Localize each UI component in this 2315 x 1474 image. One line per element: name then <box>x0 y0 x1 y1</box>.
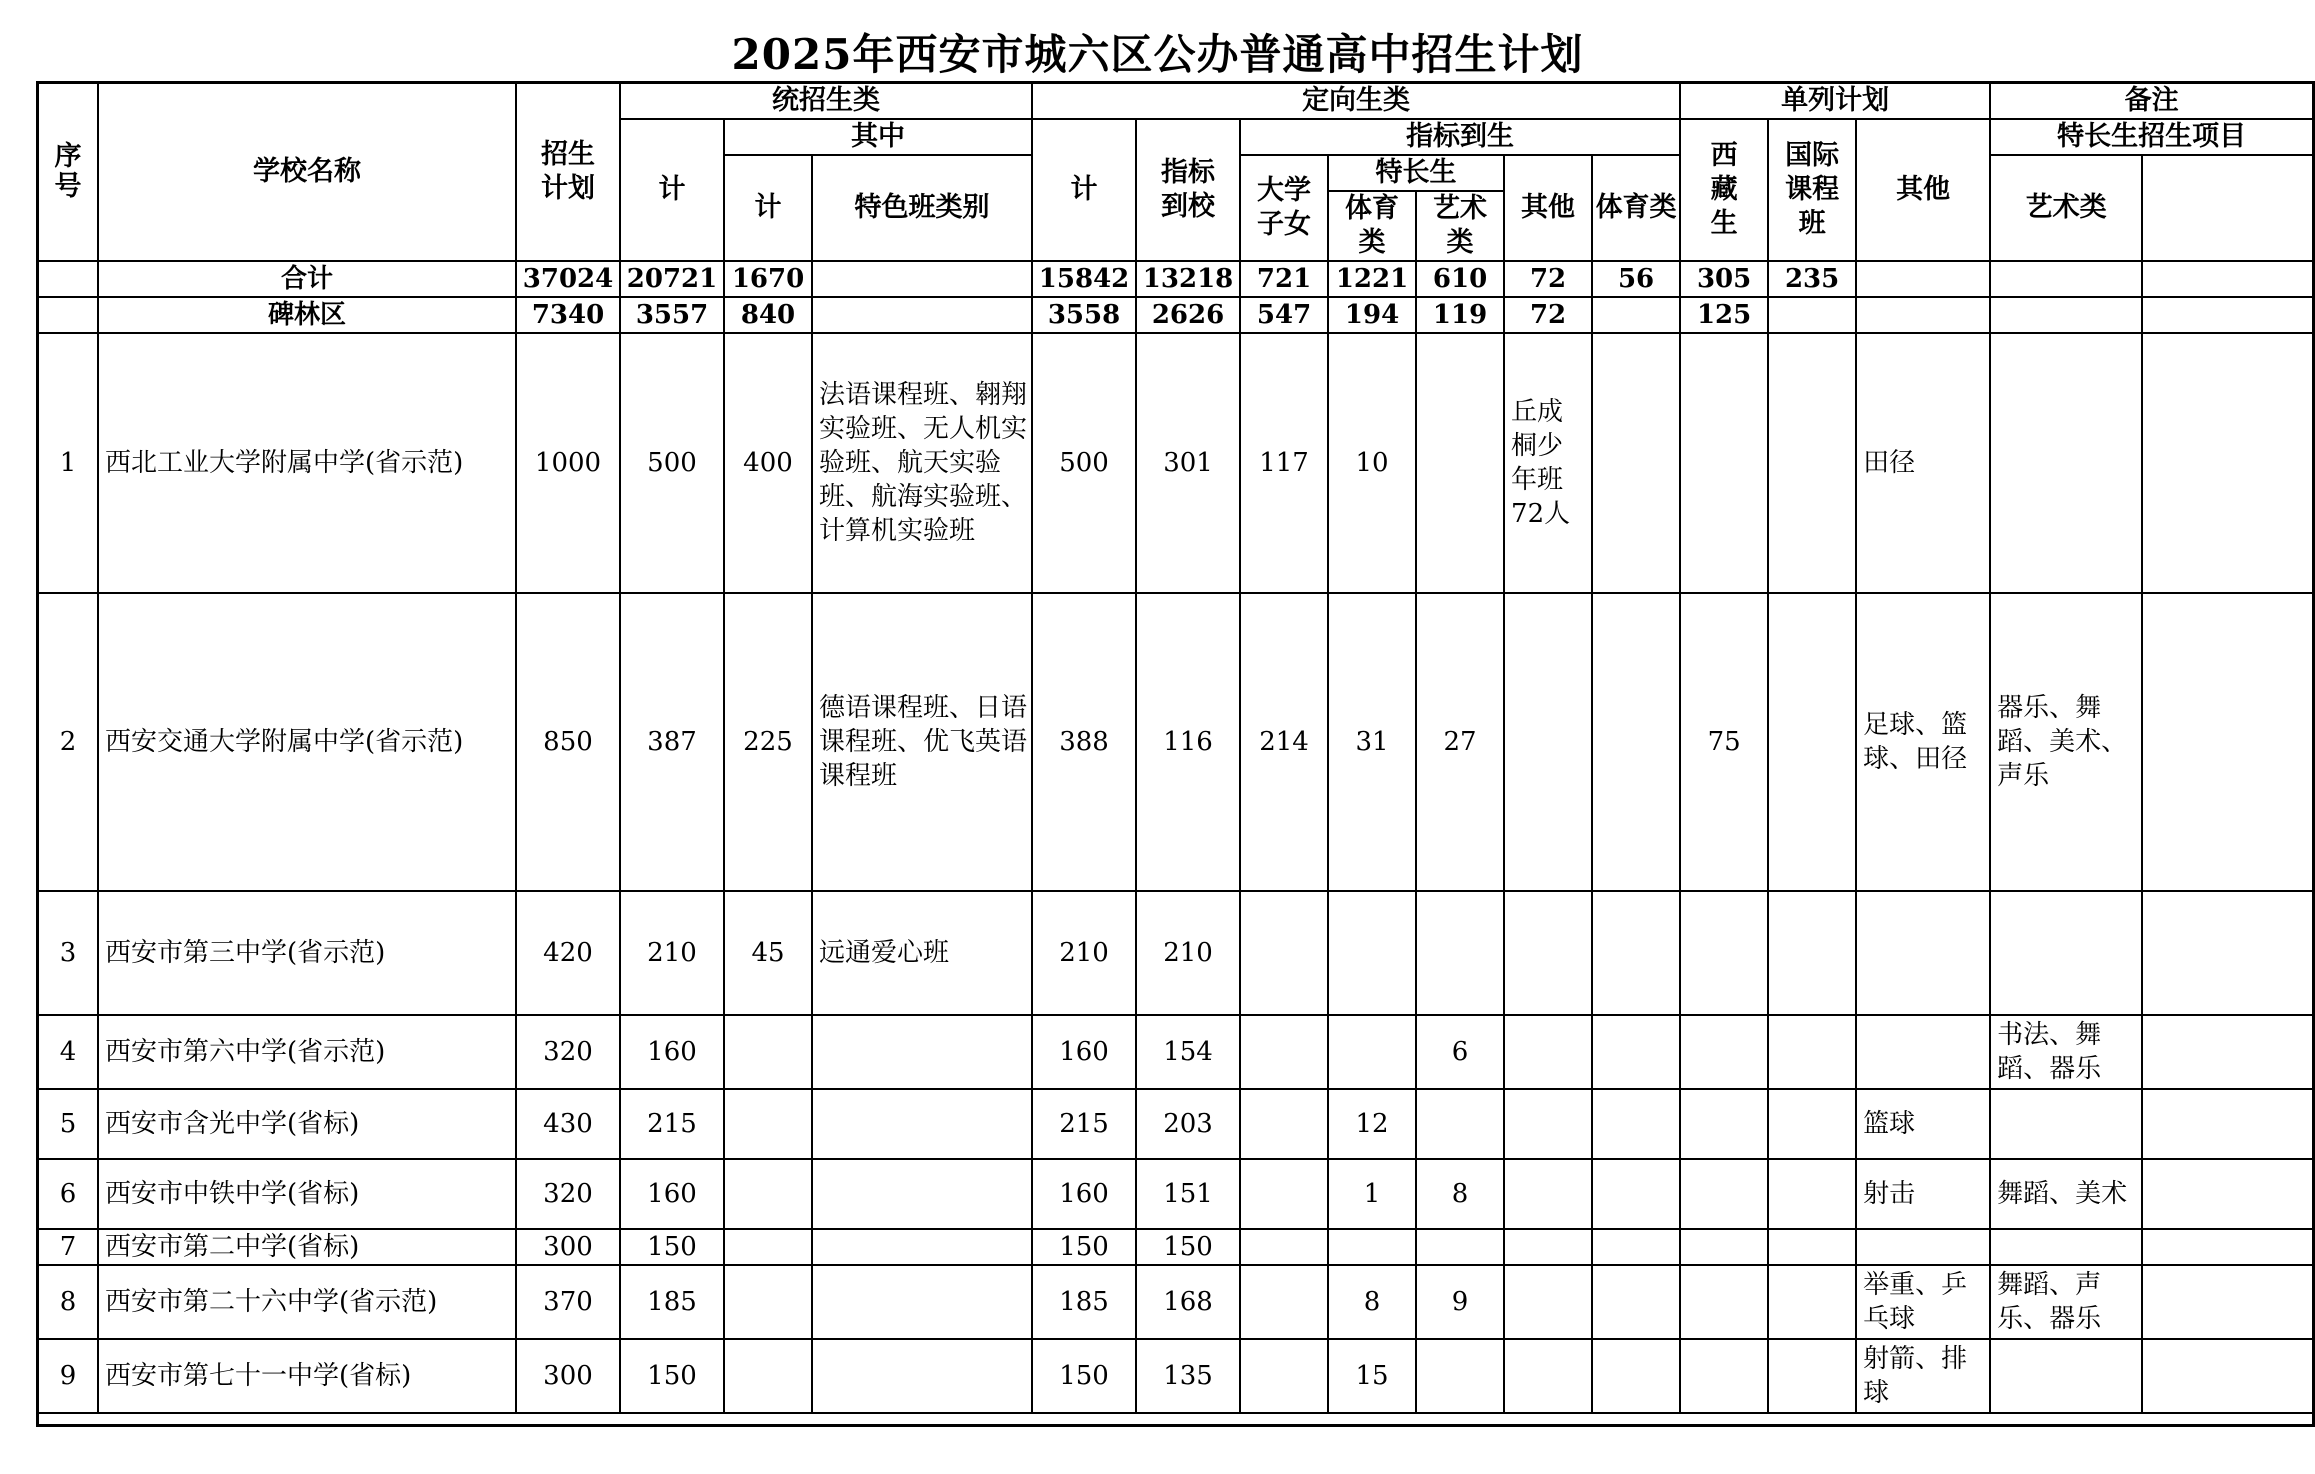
header-seq: 序号 <box>38 83 98 261</box>
header-quota-to-school: 指标到校 <box>1136 119 1240 261</box>
header-quota-students: 指标到生 <box>1240 119 1680 155</box>
header-intl-course: 国际课程班 <box>1768 119 1856 261</box>
total-label: 合计 <box>98 261 516 297</box>
table-row: 6 西安市中铁中学(省标) 320 160 160 151 1 8 射击 舞蹈、美术 <box>38 1159 2313 1229</box>
header-feature-class-type: 特色班类别 <box>812 155 1032 261</box>
page-title: 2025年西安市城六区公办普通高中招生计划 <box>731 30 1584 79</box>
header-unified: 统招生类 <box>620 83 1032 119</box>
table-header <box>38 83 2313 261</box>
header-other: 其他 <box>1504 155 1592 261</box>
header-arts: 艺术类 <box>1416 191 1504 261</box>
header-directed: 定向生类 <box>1032 83 1680 119</box>
table-row: 7 西安市第二中学(省标) 300 150 150 150 <box>38 1229 2313 1265</box>
district-label: 碑林区 <box>98 297 516 333</box>
header-specialty: 特长生 <box>1328 155 1504 191</box>
table-row: 5 西安市含光中学(省标) 430 215 215 203 12 篮球 <box>38 1089 2313 1159</box>
header-unified-total: 计 <box>620 119 724 261</box>
enrollment-plan-table <box>37 82 2314 1414</box>
district-row: 碑林区 7340 3557 840 3558 2626 547 194 119 72 125 <box>38 297 2313 333</box>
header-specialty-projects: 特长生招生项目 <box>1990 119 2313 155</box>
header-of-which: 其中 <box>724 119 1032 155</box>
header-school: 学校名称 <box>98 83 516 261</box>
table-row: 9 西安市第七十一中学(省标) 300 150 150 135 15 射箭、排球 <box>38 1339 2313 1413</box>
table-body <box>38 261 2313 1413</box>
table-row: 8 西安市第二十六中学(省示范) 370 185 185 168 8 9 举重、乒乓球 舞蹈、声乐、器乐 <box>38 1265 2313 1339</box>
header-directed-total: 计 <box>1032 119 1136 261</box>
header-remark-sports: 体育类 <box>1592 155 1680 261</box>
header-remarks: 备注 <box>1990 83 2313 119</box>
header-separate-other: 其他 <box>1856 119 1990 261</box>
table-row: 3 西安市第三中学(省示范) 420 210 45 远通爱心班 210 210 <box>38 891 2313 1015</box>
table-row: 1 西北工业大学附属中学(省示范) 1000 500 400 法语课程班、翱翔实验班、无人机实验班、航天实验班、航海实验班、计算机实验班 500 301 117 10 丘成桐少年班72人 田径 <box>38 333 2313 593</box>
header-sports: 体育类 <box>1328 191 1416 261</box>
table-row: 2 西安交通大学附属中学(省示范) 850 387 225 德语课程班、日语课程班、优飞英语课程班 388 116 214 31 27 75 足球、篮球、田径 器乐、舞蹈、美术、声乐 <box>38 593 2313 891</box>
header-tibet: 西藏生 <box>1680 119 1768 261</box>
table-row: 4 西安市第六中学(省示范) 320 160 160 154 6 书法、舞蹈、器乐 <box>38 1015 2313 1089</box>
header-of-which-total: 计 <box>724 155 812 261</box>
total-row: 合计 37024 20721 1670 15842 13218 721 1221 610 72 56 305 235 <box>38 261 2313 297</box>
header-plan: 招生计划 <box>516 83 620 261</box>
header-separate-plan: 单列计划 <box>1680 83 1990 119</box>
header-remark-arts: 艺术类 <box>1990 155 2142 261</box>
header-univ-children: 大学子女 <box>1240 155 1328 261</box>
